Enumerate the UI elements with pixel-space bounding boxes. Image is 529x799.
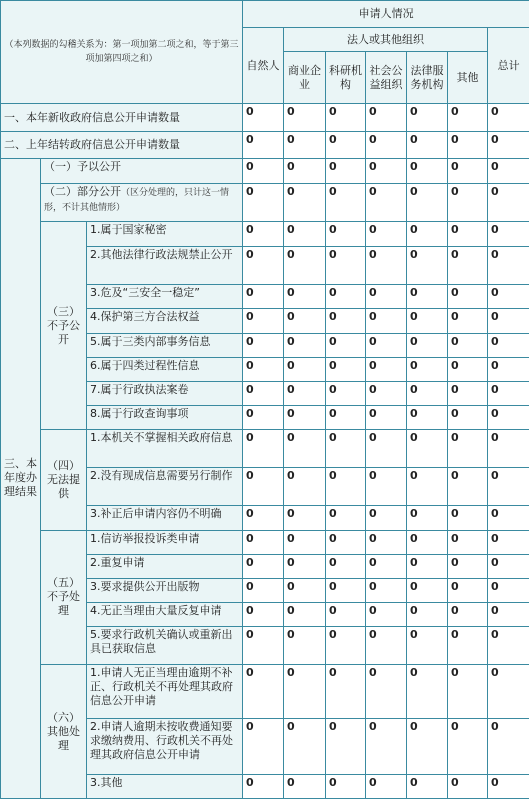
value-cell: 0 <box>407 285 448 309</box>
row-label: 1.属于国家秘密 <box>87 222 243 247</box>
row-label: 3.危及“三安全一稳定” <box>87 285 243 309</box>
row-label: （一）予以公开 <box>41 158 243 183</box>
row-label: 4.无正当理由大量反复申请 <box>87 602 243 626</box>
value-cell: 0 <box>488 183 529 221</box>
value-cell: 0 <box>488 578 529 602</box>
value-cell: 0 <box>243 430 284 468</box>
row-label: 6.属于四类过程性信息 <box>87 357 243 381</box>
value-cell: 0 <box>488 333 529 357</box>
value-cell: 0 <box>284 665 326 719</box>
value-cell: 0 <box>284 602 326 626</box>
value-cell: 0 <box>407 131 448 158</box>
value-cell: 0 <box>243 506 284 530</box>
value-cell: 0 <box>448 719 488 774</box>
value-cell: 0 <box>243 247 284 285</box>
row-label: 1.信访举报投诉类申请 <box>87 530 243 554</box>
value-cell: 0 <box>243 554 284 578</box>
value-cell: 0 <box>284 468 326 506</box>
table-row <box>1 158 529 183</box>
table-row <box>1 104 529 131</box>
value-cell: 0 <box>284 381 326 405</box>
row-label: 2.没有现成信息需要另行制作 <box>87 468 243 506</box>
value-cell: 0 <box>326 626 366 664</box>
value-cell: 0 <box>407 247 448 285</box>
row-label: 2.重复申请 <box>87 554 243 578</box>
value-cell: 0 <box>366 183 407 221</box>
col-research: 科研机构 <box>326 52 366 104</box>
value-cell: 0 <box>407 405 448 429</box>
value-cell: 0 <box>407 357 448 381</box>
value-cell: 0 <box>243 626 284 664</box>
row-label: 2.其他法律行政法规禁止公开 <box>87 247 243 285</box>
value-cell: 0 <box>407 554 448 578</box>
row-label: 5.要求行政机关确认或重新出具已获取信息 <box>87 626 243 664</box>
value-cell: 0 <box>448 530 488 554</box>
row-label: 二、上年结转政府信息公开申请数量 <box>1 131 243 158</box>
value-cell: 0 <box>448 131 488 158</box>
group5-label: （五）不予处理 <box>41 530 87 665</box>
col-legal-service: 法律服务机构 <box>407 52 448 104</box>
col-total: 总计 <box>488 28 529 104</box>
row-label: 3.补正后申请内容仍不明确 <box>87 506 243 530</box>
col-public-welfare: 社会公益组织 <box>366 52 407 104</box>
value-cell: 0 <box>407 530 448 554</box>
value-cell: 0 <box>488 357 529 381</box>
partial-note: （区分处理的，只计这一情形，不计其他情形） <box>44 187 230 213</box>
row-label: 1.申请人无正当理由逾期不补正、行政机关不再处理其政府信息公开申请 <box>87 665 243 719</box>
value-cell: 0 <box>243 104 284 131</box>
value-cell: 0 <box>326 719 366 774</box>
value-cell: 0 <box>326 774 366 798</box>
value-cell: 0 <box>284 774 326 798</box>
value-cell: 0 <box>243 774 284 798</box>
header-note: （本列数据的勾稽关系为：第一项加第二项之和，等于第三项加第四项之和） <box>1 1 243 104</box>
group6-label: （六）其他处理 <box>41 665 87 799</box>
value-cell: 0 <box>243 309 284 333</box>
value-cell: 0 <box>366 381 407 405</box>
value-cell: 0 <box>407 774 448 798</box>
value-cell: 0 <box>448 554 488 578</box>
value-cell: 0 <box>366 626 407 664</box>
value-cell: 0 <box>407 158 448 183</box>
value-cell: 0 <box>243 602 284 626</box>
value-cell: 0 <box>284 131 326 158</box>
value-cell: 0 <box>407 381 448 405</box>
value-cell: 0 <box>284 405 326 429</box>
table-row <box>1 183 529 221</box>
value-cell: 0 <box>448 381 488 405</box>
value-cell: 0 <box>448 158 488 183</box>
value-cell: 0 <box>243 468 284 506</box>
table-row <box>1 131 529 158</box>
value-cell: 0 <box>448 285 488 309</box>
value-cell: 0 <box>326 183 366 221</box>
value-cell: 0 <box>448 506 488 530</box>
value-cell: 0 <box>284 578 326 602</box>
value-cell: 0 <box>407 578 448 602</box>
value-cell: 0 <box>366 554 407 578</box>
value-cell: 0 <box>407 309 448 333</box>
group3-label: （三）不予公开 <box>41 222 87 430</box>
value-cell: 0 <box>488 285 529 309</box>
row-label: 3.要求提供公开出版物 <box>87 578 243 602</box>
value-cell: 0 <box>488 405 529 429</box>
value-cell: 0 <box>488 719 529 774</box>
col-other: 其他 <box>448 52 488 104</box>
value-cell: 0 <box>488 381 529 405</box>
value-cell: 0 <box>326 578 366 602</box>
value-cell: 0 <box>243 578 284 602</box>
value-cell: 0 <box>284 530 326 554</box>
value-cell: 0 <box>326 285 366 309</box>
value-cell: 0 <box>366 309 407 333</box>
table-row <box>1 665 529 719</box>
value-cell: 0 <box>366 506 407 530</box>
value-cell: 0 <box>243 333 284 357</box>
value-cell: 0 <box>326 468 366 506</box>
value-cell: 0 <box>448 578 488 602</box>
value-cell: 0 <box>284 357 326 381</box>
value-cell: 0 <box>284 158 326 183</box>
value-cell: 0 <box>366 222 407 247</box>
value-cell: 0 <box>326 309 366 333</box>
value-cell: 0 <box>284 285 326 309</box>
value-cell: 0 <box>448 602 488 626</box>
table-row <box>1 430 529 468</box>
value-cell: 0 <box>448 247 488 285</box>
value-cell: 0 <box>366 131 407 158</box>
value-cell: 0 <box>407 719 448 774</box>
value-cell: 0 <box>366 430 407 468</box>
value-cell: 0 <box>243 357 284 381</box>
value-cell: 0 <box>407 602 448 626</box>
value-cell: 0 <box>284 719 326 774</box>
value-cell: 0 <box>243 131 284 158</box>
value-cell: 0 <box>366 719 407 774</box>
value-cell: 0 <box>407 104 448 131</box>
value-cell: 0 <box>326 430 366 468</box>
partial-title: （二）部分公开 <box>44 184 121 198</box>
value-cell: 0 <box>407 183 448 221</box>
value-cell: 0 <box>448 183 488 221</box>
value-cell: 0 <box>284 333 326 357</box>
value-cell: 0 <box>366 405 407 429</box>
value-cell: 0 <box>366 578 407 602</box>
value-cell: 0 <box>243 719 284 774</box>
value-cell: 0 <box>407 665 448 719</box>
table-row <box>1 530 529 554</box>
value-cell: 0 <box>326 131 366 158</box>
value-cell: 0 <box>243 158 284 183</box>
value-cell: 0 <box>407 430 448 468</box>
value-cell: 0 <box>366 468 407 506</box>
value-cell: 0 <box>407 468 448 506</box>
value-cell: 0 <box>366 158 407 183</box>
value-cell: 0 <box>488 222 529 247</box>
section3-label: 三、本年度办理结果 <box>1 158 41 798</box>
value-cell: 0 <box>488 665 529 719</box>
value-cell: 0 <box>448 468 488 506</box>
value-cell: 0 <box>284 183 326 221</box>
value-cell: 0 <box>366 357 407 381</box>
value-cell: 0 <box>366 285 407 309</box>
group4-label: （四）无法提供 <box>41 430 87 530</box>
value-cell: 0 <box>366 774 407 798</box>
value-cell: 0 <box>326 602 366 626</box>
value-cell: 0 <box>326 357 366 381</box>
table-row <box>1 222 529 247</box>
row-label <box>41 183 243 221</box>
value-cell: 0 <box>448 104 488 131</box>
value-cell: 0 <box>326 247 366 285</box>
value-cell: 0 <box>448 333 488 357</box>
value-cell: 0 <box>407 222 448 247</box>
value-cell: 0 <box>488 158 529 183</box>
value-cell: 0 <box>243 222 284 247</box>
value-cell: 0 <box>326 333 366 357</box>
value-cell: 0 <box>366 247 407 285</box>
value-cell: 0 <box>488 430 529 468</box>
value-cell: 0 <box>488 104 529 131</box>
value-cell: 0 <box>448 665 488 719</box>
legal-group-header: 法人或其他组织 <box>284 28 488 52</box>
value-cell: 0 <box>407 626 448 664</box>
value-cell: 0 <box>243 405 284 429</box>
value-cell: 0 <box>326 158 366 183</box>
value-cell: 0 <box>366 665 407 719</box>
row-label: 4.保护第三方合法权益 <box>87 309 243 333</box>
value-cell: 0 <box>488 602 529 626</box>
value-cell: 0 <box>488 131 529 158</box>
value-cell: 0 <box>488 506 529 530</box>
value-cell: 0 <box>488 530 529 554</box>
value-cell: 0 <box>448 430 488 468</box>
value-cell: 0 <box>407 333 448 357</box>
value-cell: 0 <box>284 104 326 131</box>
value-cell: 0 <box>284 554 326 578</box>
value-cell: 0 <box>488 468 529 506</box>
value-cell: 0 <box>243 285 284 309</box>
value-cell: 0 <box>366 104 407 131</box>
value-cell: 0 <box>326 665 366 719</box>
value-cell: 0 <box>407 506 448 530</box>
value-cell: 0 <box>243 183 284 221</box>
value-cell: 0 <box>448 309 488 333</box>
value-cell: 0 <box>488 554 529 578</box>
value-cell: 0 <box>448 626 488 664</box>
value-cell: 0 <box>366 602 407 626</box>
value-cell: 0 <box>284 430 326 468</box>
value-cell: 0 <box>448 405 488 429</box>
value-cell: 0 <box>326 506 366 530</box>
value-cell: 0 <box>243 665 284 719</box>
value-cell: 0 <box>366 530 407 554</box>
row-label: 3.其他 <box>87 774 243 798</box>
value-cell: 0 <box>243 381 284 405</box>
value-cell: 0 <box>284 222 326 247</box>
value-cell: 0 <box>326 405 366 429</box>
value-cell: 0 <box>488 247 529 285</box>
value-cell: 0 <box>284 247 326 285</box>
value-cell: 0 <box>448 774 488 798</box>
value-cell: 0 <box>326 222 366 247</box>
value-cell: 0 <box>326 530 366 554</box>
row-label: 一、本年新收政府信息公开申请数量 <box>1 104 243 131</box>
value-cell: 0 <box>284 626 326 664</box>
value-cell: 0 <box>488 309 529 333</box>
value-cell: 0 <box>366 333 407 357</box>
row-label: 2.申请人逾期未按收费通知要求缴纳费用、行政机关不再处理其政府信息公开申请 <box>87 719 243 774</box>
row-label: 7.属于行政执法案卷 <box>87 381 243 405</box>
value-cell: 0 <box>448 357 488 381</box>
value-cell: 0 <box>488 626 529 664</box>
value-cell: 0 <box>448 222 488 247</box>
applicant-header: 申请人情况 <box>243 1 529 28</box>
col-business: 商业企业 <box>284 52 326 104</box>
col-natural-person: 自然人 <box>243 28 284 104</box>
value-cell: 0 <box>284 309 326 333</box>
value-cell: 0 <box>488 774 529 798</box>
value-cell: 0 <box>326 554 366 578</box>
row-label: 1.本机关不掌握相关政府信息 <box>87 430 243 468</box>
value-cell: 0 <box>326 381 366 405</box>
row-label: 5.属于三类内部事务信息 <box>87 333 243 357</box>
value-cell: 0 <box>284 506 326 530</box>
value-cell: 0 <box>243 530 284 554</box>
row-label: 8.属于行政查询事项 <box>87 405 243 429</box>
value-cell: 0 <box>326 104 366 131</box>
